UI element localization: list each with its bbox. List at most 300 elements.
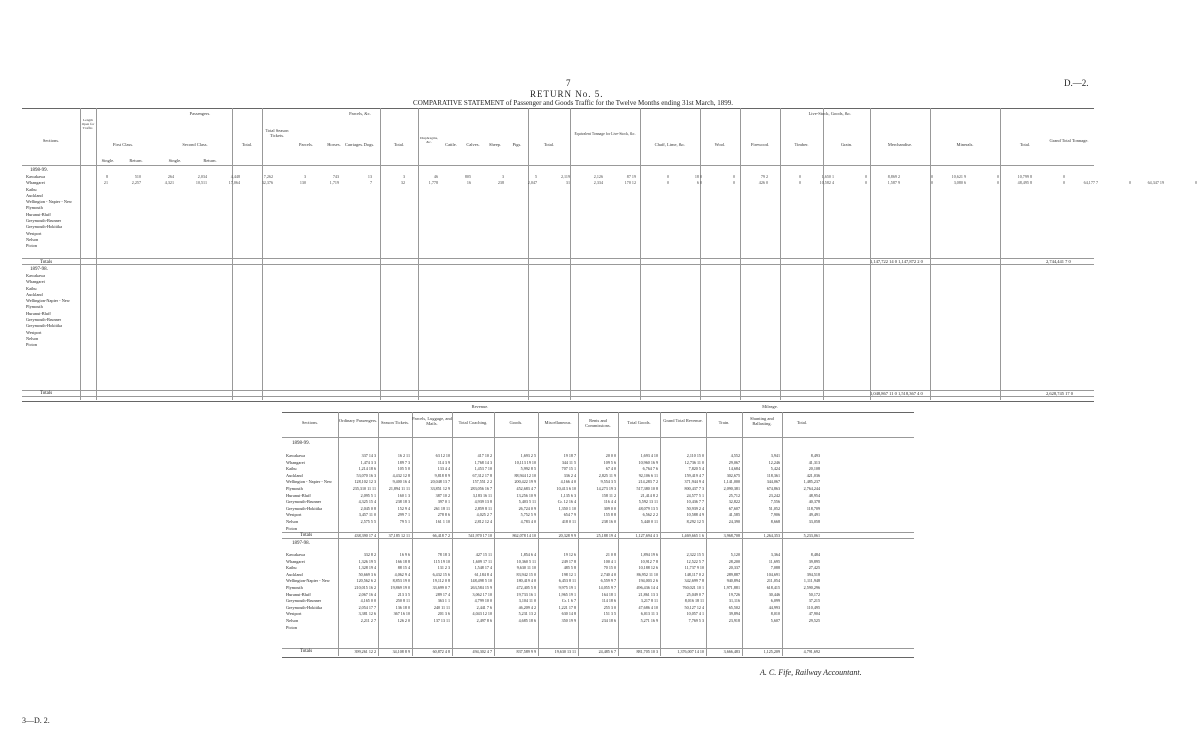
bcol-goods: Goods.	[509, 420, 523, 425]
table-cell: 0	[732, 180, 735, 186]
table-cell: 64,347 19	[1147, 180, 1164, 186]
table-row	[338, 493, 858, 500]
table-cell: 9,630 11 10	[516, 565, 536, 571]
table-cell: 3,941	[770, 453, 780, 458]
col-parcels: Parcels.	[298, 142, 314, 147]
section-name: Greymouth-Brunner	[26, 317, 62, 323]
table-cell: 17,064	[228, 180, 240, 186]
table-cell: 67,607	[728, 505, 740, 511]
table-cell: 166 18 8	[395, 558, 410, 564]
table-cell: 20,108	[808, 466, 820, 472]
bottom-sections-b	[286, 552, 338, 631]
table-cell: 2,859 8 11	[474, 505, 492, 511]
table-cell: 250 8 11	[395, 598, 410, 604]
table-cell: 67,312 17 8	[472, 472, 492, 478]
table-cell: 201 3 6	[437, 611, 450, 617]
total-cell: 399,261 12 2	[354, 649, 376, 654]
bcol-total-coaching: Total Coaching.	[458, 420, 488, 425]
table-cell: 10,799 8	[1017, 174, 1032, 179]
table-cell: 9,400 16 4	[392, 479, 410, 485]
table-cell: 48,079 13 5	[638, 505, 658, 511]
col-wool: Wool.	[714, 142, 726, 147]
total-cell: 1,264,353	[763, 533, 780, 538]
table-cell: 1,854 6 4	[520, 552, 536, 557]
table-cell: 200,422 19 9	[514, 479, 536, 485]
table-cell: 342,699 7 8	[684, 578, 704, 584]
section-name: Auckland	[286, 472, 303, 478]
table-cell: 211,054	[766, 578, 780, 584]
table-cell: 164 18 1	[601, 591, 616, 597]
table-cell: 18 0	[694, 174, 702, 179]
total-cell: 541,970 17 10	[468, 533, 492, 538]
table-cell: 210,015 16 2	[354, 584, 376, 590]
table-cell: 11,737 9 10	[684, 565, 704, 571]
table-cell: 238	[497, 180, 504, 186]
total-cell: 60,872 4 8	[432, 649, 450, 654]
table-cell: 2,334	[593, 180, 603, 186]
table-cell: 21,894 11 11	[388, 485, 410, 491]
table-cell: 3,381 12 6	[358, 611, 376, 617]
table-cell: 33,851 12 9	[430, 485, 450, 491]
table-row	[338, 611, 858, 618]
table-cell: 4,432 12 8	[392, 472, 410, 478]
table-cell: 148,498 5 10	[470, 578, 492, 584]
table-cell: 79 2	[760, 174, 768, 179]
table-cell: 707 15 1	[561, 466, 576, 472]
table-row	[338, 605, 858, 612]
table-row	[338, 499, 858, 506]
table-cell: 13	[367, 174, 372, 179]
table-cell: 16	[466, 180, 471, 186]
table-cell: 49,491	[808, 512, 820, 518]
table-cell: 238 18 3	[395, 499, 410, 505]
table-cell: 9,554 3 5	[600, 479, 616, 485]
table-cell: 109 5 6	[603, 459, 616, 465]
section-name: Kawakawa	[26, 174, 46, 179]
table-cell: Cr. 1 6 7	[561, 598, 576, 604]
table-row	[338, 512, 858, 519]
table-row	[338, 519, 858, 526]
col-ls-total: Total.	[543, 142, 555, 147]
table-cell: 160 1 3	[397, 492, 410, 498]
table-row	[82, 180, 1197, 186]
total-cell: 881,705 10 3	[636, 649, 658, 654]
table-cell: 7,769 5 3	[688, 617, 704, 623]
top-year-1: 1898-99.	[30, 168, 48, 173]
bcol-rents: Rents and Commissions.	[585, 418, 611, 428]
table-cell: 5,424	[770, 466, 780, 472]
table-row	[338, 453, 858, 460]
table-cell: 940,894	[726, 578, 740, 584]
table-cell: 1,214 18 6	[358, 466, 376, 472]
table-cell: 6 0	[696, 180, 702, 186]
table-row	[338, 585, 858, 592]
table-cell: 2,067 16 4	[358, 591, 376, 597]
table-cell: 44,993	[768, 604, 780, 610]
section-name: Greymouth-Brunner	[286, 499, 322, 505]
table-cell: 394,518	[806, 571, 820, 577]
table-cell: 213 3 5	[397, 591, 410, 597]
table-cell: 264	[167, 174, 174, 179]
table-cell: 7,556	[770, 499, 780, 505]
total-cell: 862,078 14 10	[512, 533, 536, 538]
bcol-parcels: Parcels, Luggage, and Mails.	[412, 416, 452, 426]
top-grand-b: 2,628,745 17 0	[1046, 391, 1073, 396]
table-cell: 2,764,244	[803, 485, 820, 491]
table-cell: 261 18 11	[433, 505, 450, 511]
col-pass-total: Total.	[241, 142, 253, 147]
table-cell: 485 5 8	[563, 565, 576, 571]
bottom-sections-a	[286, 453, 338, 532]
table-cell: 105 5 0	[397, 466, 410, 472]
section-name: Greymouth-Brunner	[286, 598, 322, 604]
table-cell: 800,437 7 3	[684, 485, 704, 491]
bcol-train: Train.	[718, 420, 730, 425]
section-name: Whangarei	[286, 558, 305, 564]
table-cell: 30,446	[768, 591, 780, 597]
col-minerals: Minerals.	[956, 142, 974, 147]
table-row	[338, 559, 858, 566]
table-cell: 289,887	[726, 571, 740, 577]
table-cell: 6,453 8 11	[558, 578, 576, 584]
table-cell: 14,055 9 7	[598, 584, 616, 590]
table-cell: 3	[402, 174, 405, 179]
table-cell: 110,495	[806, 604, 820, 610]
col-parcels-total: Total.	[393, 142, 405, 147]
bottom-year-1: 1898-99.	[292, 441, 310, 446]
passengers-group-header: Passengers.	[189, 111, 211, 116]
section-name: Kaihu	[26, 186, 37, 192]
table-cell: 104,691	[766, 571, 780, 577]
section-name: Nelson	[26, 236, 39, 242]
table-cell: 19,112 0 8	[432, 578, 450, 584]
table-cell: 4,939 13 8	[474, 499, 492, 505]
table-cell: 88,944 12 10	[514, 472, 536, 478]
table-cell: 289 17 4	[435, 591, 450, 597]
table-cell: 1,135 6 3	[560, 492, 576, 498]
bcol-ordinary: Ordinary Passengers.	[338, 418, 378, 423]
table-cell: 10,057 4 1	[686, 611, 704, 617]
total-cell: 3,968,708	[723, 533, 740, 538]
top-totals-b-label: Totals	[40, 391, 53, 396]
total-cell: 438,390 17 4	[354, 533, 376, 538]
section-name: Greymouth-Hokitika	[26, 224, 63, 230]
livestock-group-header: Live-Stock, Goods, &c.	[808, 111, 852, 116]
table-cell: 263,584 15 9	[470, 584, 492, 590]
bottom-totals-a-label: Totals	[300, 533, 313, 538]
bcol-total: Total.	[796, 420, 808, 425]
table-cell: 114 18 6	[601, 598, 616, 604]
table-cell: 7,906	[770, 512, 780, 518]
table-cell: 31,116	[728, 598, 740, 604]
table-cell: 10,960 16 9	[638, 459, 658, 465]
table-cell: 48,954	[808, 492, 820, 498]
table-cell: Cr. 12 16 4	[557, 499, 576, 505]
table-row	[338, 598, 858, 605]
table-cell: 47,904	[808, 611, 820, 617]
bottom-totals-b	[338, 649, 858, 654]
table-cell: 28,200	[728, 558, 740, 564]
section-name: Wellington - Napier - New Plymouth	[286, 479, 332, 491]
col-merchandise: Merchandise.	[887, 142, 913, 147]
signature: A. C. Fife, Railway Accountant.	[760, 668, 862, 677]
table-cell: 0	[798, 180, 801, 186]
revenue-group-header: Revenue.	[471, 404, 489, 409]
table-cell: 1,894 19 6	[640, 552, 658, 557]
table-row	[338, 552, 858, 559]
section-name: Nelson	[26, 335, 39, 341]
section-name: Nelson	[286, 617, 299, 623]
table-cell: 1,965 19 1	[558, 591, 576, 597]
table-cell: 5,440 0 11	[640, 518, 658, 524]
table-cell: 70 15 0	[603, 565, 616, 571]
section-name: Hurunui-Bluff	[26, 310, 51, 316]
sub-return-1: Return.	[129, 158, 143, 163]
table-cell: 1,693 2 5	[520, 453, 536, 458]
table-row	[338, 572, 858, 579]
table-cell: 6,562 2 2	[642, 512, 658, 518]
table-cell: 8,853 19 0	[392, 578, 410, 584]
col-horses: Horses.	[327, 142, 341, 147]
table-cell: 83,942 15 0	[516, 571, 536, 577]
table-cell: 189 7 3	[397, 459, 410, 465]
table-cell: 255 3 0	[603, 604, 616, 610]
table-cell: 32,822	[728, 499, 740, 505]
table-cell: 2,034	[197, 174, 207, 179]
table-cell: 418 0 11	[561, 518, 576, 524]
table-cell: 510	[134, 174, 141, 179]
table-cell: 4,783 4 0	[520, 518, 536, 524]
section-name: Kaihu	[26, 285, 37, 291]
table-cell: 14,684	[728, 466, 740, 472]
table-cell: 21	[103, 180, 108, 186]
table-cell: 1,485,237	[803, 479, 820, 485]
table-cell: 47,686 4 10	[638, 604, 658, 610]
table-cell: 88 15 4	[397, 565, 410, 571]
table-cell: 50,669 3 6	[358, 571, 376, 577]
table-cell: 39,894	[728, 611, 740, 617]
table-cell: 8,010	[770, 611, 780, 617]
col-cattle: Cattle.	[445, 142, 457, 147]
table-cell: 23,918	[728, 617, 740, 623]
table-cell: 5,231 13 2	[518, 611, 536, 617]
table-cell: 235,310 11 11	[352, 485, 376, 491]
table-cell: 0	[798, 174, 801, 179]
page-number: 7	[566, 78, 571, 88]
table-cell: 0	[666, 174, 669, 179]
total-cell: 4,791,692	[803, 649, 820, 654]
table-cell: 33,699 0 7	[432, 584, 450, 590]
table-cell: 234 18 6	[601, 617, 616, 623]
table-cell: 2,054 17 7	[358, 604, 376, 610]
mileage-group-header: Mileage.	[762, 404, 778, 409]
table-cell: 67 4 0	[605, 466, 616, 472]
table-cell: 26,724 0 9	[518, 505, 536, 511]
col-length: Length Open for Traffic.	[81, 118, 95, 130]
table-cell: 148,117 0 2	[684, 571, 704, 577]
total-cell: 19,630 13 11	[554, 649, 576, 654]
table-cell: 240 11 11	[433, 604, 450, 610]
table-cell: 1,548 17 4	[474, 565, 492, 571]
table-cell: 118,709	[806, 505, 820, 511]
table-cell: 51,052	[768, 505, 780, 511]
table-cell: 2,812 12 4	[474, 518, 492, 524]
table-cell: 9,975 19 1	[558, 584, 576, 590]
table-cell: 19,733 16 1	[516, 591, 536, 597]
table-cell: 5,752 5 9	[520, 512, 536, 518]
table-cell: 21 0 8	[605, 552, 616, 557]
table-cell: 2,441 7 6	[476, 604, 492, 610]
table-cell: 1,693 4 10	[640, 453, 658, 458]
table-cell: 238 16 0	[601, 518, 616, 524]
section-name: Kawakawa	[286, 453, 306, 458]
table-cell: 3,062 17 10	[472, 591, 492, 597]
section-name: Wellington - Napier - New Plymouth	[26, 199, 72, 211]
table-cell: 630 14 8	[561, 611, 576, 617]
table-row	[338, 479, 858, 486]
table-cell: 760,021 10 1	[682, 584, 704, 590]
top-grand-a: 2,744,441 7 0	[1046, 259, 1071, 264]
table-cell: 53,070 16 3	[356, 472, 376, 478]
table-row	[338, 466, 858, 473]
bcol-season: Season Tickets.	[380, 420, 409, 425]
table-cell: 46	[433, 174, 438, 179]
bottom-year-2: 1897-98.	[292, 541, 310, 546]
col-grain: Grain.	[840, 142, 853, 147]
table-cell: 350 19 9	[561, 617, 576, 623]
table-cell: 8	[105, 174, 108, 179]
table-cell: 37,215	[808, 598, 820, 604]
col-total: Total.	[1019, 142, 1031, 147]
table-cell: 10,621 9	[951, 174, 966, 179]
top-year-2: 1897-98.	[30, 267, 48, 272]
section-name: Whangarei	[286, 459, 305, 465]
table-row	[338, 506, 858, 513]
section-name: Wellington-Napier - New Plymouth	[286, 578, 330, 590]
table-cell: 743	[332, 174, 339, 179]
top-sections-b	[26, 273, 82, 349]
table-cell: 158 11 2	[601, 492, 616, 498]
col-calves: Calves.	[466, 142, 480, 147]
table-cell: 10,588 4 9	[686, 512, 704, 518]
total-cell: 20,328 9 9	[558, 533, 576, 538]
table-cell: 1,141,000	[723, 479, 740, 485]
total-cell: 37,185 12 11	[388, 533, 410, 538]
sub-return-2: Return.	[203, 158, 217, 163]
section-name: Westport	[286, 512, 302, 518]
table-cell: 19,869 19 0	[390, 584, 410, 590]
table-cell: 674,863	[766, 485, 780, 491]
total-cell: 1,469,665 1 6	[681, 533, 704, 538]
table-cell: 63 12 10	[435, 453, 450, 458]
section-name: Kawakawa	[286, 552, 306, 557]
parcels-group-header: Parcels, &c.	[349, 111, 371, 116]
section-name: Hurunui-Bluff	[286, 591, 311, 597]
section-name: Nelson	[286, 518, 299, 524]
table-cell: 19 12 6	[563, 552, 576, 557]
table-cell: 2,211 2 7	[360, 617, 376, 623]
total-cell: 66,418 7 2	[432, 533, 450, 538]
section-name: Greymouth-Hokitika	[286, 505, 323, 511]
table-cell: 363 1 1	[437, 598, 450, 604]
table-cell: 302,675	[726, 472, 740, 478]
table-cell: 426 0	[758, 180, 768, 186]
table-cell: 8,484	[810, 552, 820, 557]
table-cell: 6,013 11 3	[640, 611, 658, 617]
table-cell: 0	[864, 180, 867, 186]
table-cell: 2,257	[131, 180, 141, 186]
table-cell: 2,110 15 0	[686, 453, 704, 458]
section-name: Picton	[26, 342, 37, 348]
col-equiv-tonnage: Equivalent Tonnage for Live-Stock, &c.	[574, 132, 636, 136]
table-cell: 170 12	[624, 180, 636, 186]
table-cell: 496,436 14 4	[636, 584, 658, 590]
table-cell: 10,188 12 6	[638, 565, 658, 571]
top-table-frame	[22, 108, 1094, 402]
table-cell: 133 4 4	[437, 466, 450, 472]
table-cell: 10,360 5 11	[516, 558, 536, 564]
table-cell: 9,818 8 9	[434, 472, 450, 478]
table-cell: 0	[996, 180, 999, 186]
table-cell: 1,719	[329, 180, 339, 186]
table-cell: 7,262	[263, 174, 273, 179]
table-cell: 130	[299, 180, 306, 186]
table-cell: 1,609 17 11	[472, 558, 492, 564]
bottom-rows-a	[338, 453, 858, 526]
table-cell: 180,419 4 0	[516, 578, 536, 584]
table-cell: 33,058	[808, 518, 820, 524]
table-cell: 2,575 5 5	[360, 518, 376, 524]
col-timber: Timber.	[794, 142, 809, 147]
table-cell: 100 4 1	[603, 558, 616, 564]
bcol-misc: Miscellaneous.	[544, 420, 572, 425]
table-cell: 12,246	[768, 459, 780, 465]
table-cell: 427 15 11	[475, 552, 492, 557]
table-cell: 25,712	[728, 492, 740, 498]
section-name: Greymouth-Hokitika	[286, 604, 323, 610]
table-cell: 11,695	[768, 558, 780, 564]
table-cell: 5,607	[770, 617, 780, 623]
table-cell: 0	[864, 174, 867, 179]
table-cell: 2,126	[593, 174, 603, 179]
table-cell: 0	[1194, 180, 1197, 186]
table-cell: 87 19	[626, 174, 636, 179]
table-cell: 20 0 0	[605, 453, 616, 458]
table-cell: 4,325 15 4	[358, 499, 376, 505]
table-cell: 4,166 4 0	[560, 479, 576, 485]
top-rows-a	[82, 174, 1197, 187]
table-cell: 0	[1062, 180, 1065, 186]
page-code: D.—2.	[1064, 78, 1089, 88]
top-sections-a	[26, 174, 82, 250]
return-number: RETURN No. 5.	[530, 89, 604, 99]
table-cell: 278 8 6	[437, 512, 450, 518]
table-cell: 161 1 10	[435, 518, 450, 524]
table-cell: 367 16 10	[393, 611, 410, 617]
table-cell: 371,944 9 4	[684, 479, 704, 485]
section-name: Picton	[286, 624, 297, 630]
table-cell: 8,869 2	[887, 174, 900, 179]
table-cell: 1,453 7 10	[474, 466, 492, 472]
table-cell: 472,405 5 8	[516, 584, 536, 590]
table-cell: 4,043 12 10	[472, 611, 492, 617]
table-cell: 7,088	[770, 565, 780, 571]
table-cell: 214,283 7 2	[638, 479, 658, 485]
table-cell: 4,165 0 0	[360, 598, 376, 604]
bcol-total-goods: Total Goods.	[627, 420, 651, 425]
table-cell: 1,328 19 4	[358, 565, 376, 571]
table-cell: 41,585	[728, 512, 740, 518]
